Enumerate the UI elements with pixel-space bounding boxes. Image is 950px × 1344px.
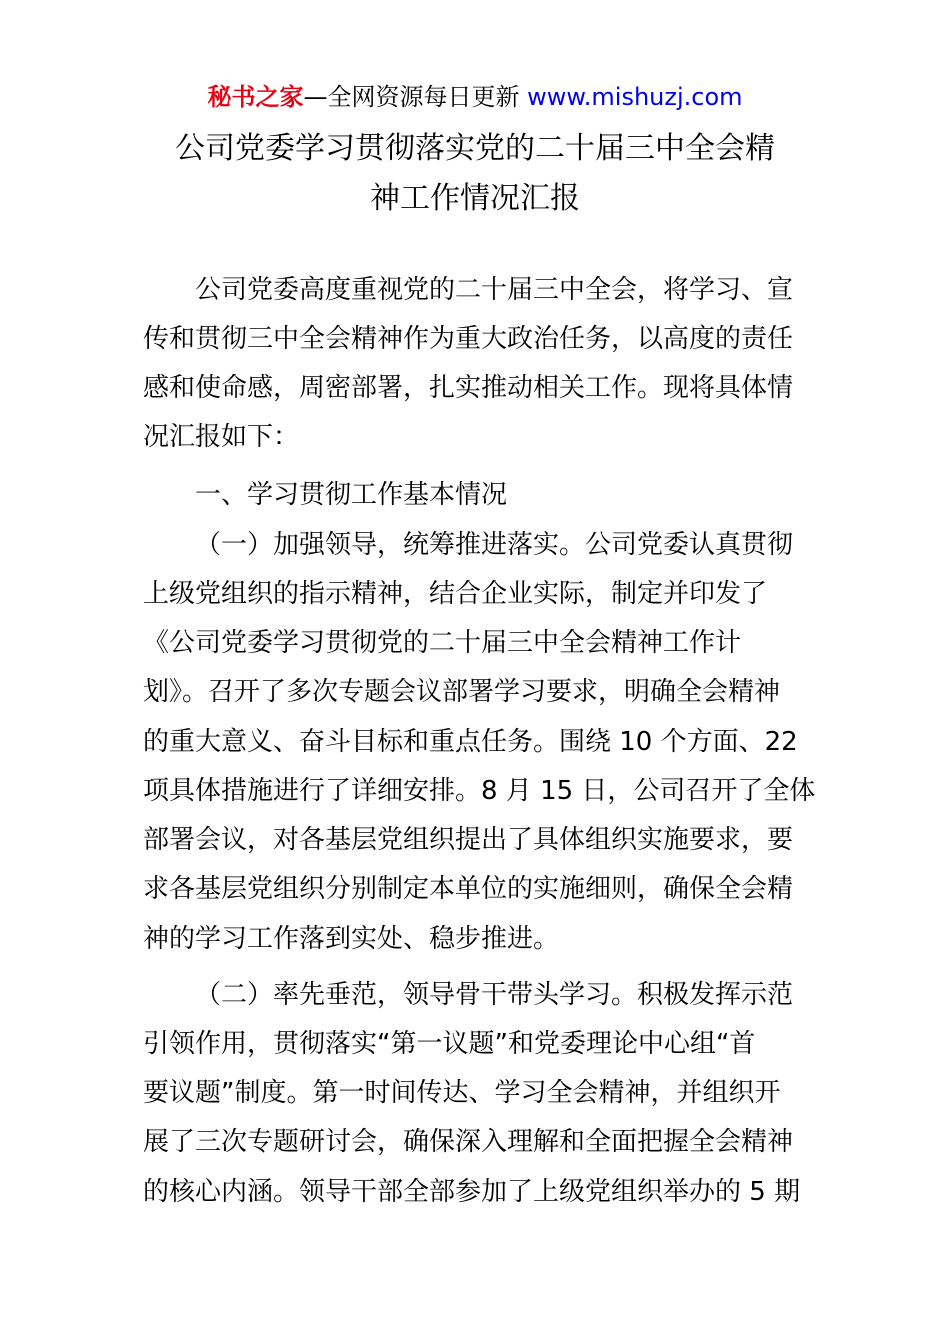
document-title bbox=[120, 124, 830, 224]
site-tagline: —全网资源每日更新 bbox=[303, 83, 520, 111]
title-line-1: 公司党委学习贯彻落实党的二十届三中全会精 bbox=[175, 131, 775, 166]
site-url-link[interactable]: www.mishuzj.com bbox=[527, 83, 743, 111]
text-line: 引领作用，贯彻落实“第一议题”和党委理论中心组“首 bbox=[143, 1029, 756, 1059]
text-line: 况汇报如下： bbox=[143, 422, 300, 452]
text-line: 划》。召开了多次专题会议部署学习要求，明确全会精神 bbox=[143, 677, 781, 707]
site-brand: 秘书之家 bbox=[207, 83, 304, 111]
title-line-2: 神工作情况汇报 bbox=[370, 181, 580, 216]
site-header bbox=[0, 80, 950, 114]
text-line: 感和使命感，周密部署，扎实推动相关工作。现将具体情 bbox=[143, 373, 794, 403]
text-line: 要议题”制度。第一时间传达、学习全会精神，并组织开 bbox=[143, 1078, 781, 1108]
text-line: 上级党组织的指示精神，结合企业实际，制定并印发了 bbox=[143, 579, 768, 609]
text-line: 神的学习工作落到实处、稳步推进。 bbox=[143, 924, 560, 954]
subsection-heading: （一）加强领导，统筹推进落实。公司党委认真贯彻 bbox=[195, 530, 794, 560]
subsection-heading: （二）率先垂范，领导骨干带头学习。积极发挥示范 bbox=[195, 980, 794, 1010]
text-line: 部署会议，对各基层党组织提出了具体组织实施要求，要 bbox=[143, 825, 794, 855]
text-line: 求各基层党组织分别制定本单位的实施细则，确保全会精 bbox=[143, 874, 794, 904]
text-line: 的重大意义、奋斗目标和重点任务。围绕 10 个方面、22 bbox=[143, 727, 798, 757]
text-line: 《公司党委学习贯彻党的二十届三中全会精神工作计 bbox=[143, 628, 742, 658]
section-heading: 一、学习贯彻工作基本情况 bbox=[195, 480, 508, 510]
text-line: 展了三次专题研讨会，确保深入理解和全面把握全会精神 bbox=[143, 1127, 794, 1157]
text-line: 项具体措施进行了详细安排。8 月 15 日，公司召开了全体 bbox=[143, 776, 816, 806]
text-line: 传和贯彻三中全会精神作为重大政治任务，以高度的责任 bbox=[143, 324, 794, 354]
text-line: 的核心内涵。领导干部全部参加了上级党组织举办的 5 期 bbox=[143, 1177, 801, 1207]
text-line: 公司党委高度重视党的二十届三中全会，将学习、宣 bbox=[195, 275, 794, 305]
